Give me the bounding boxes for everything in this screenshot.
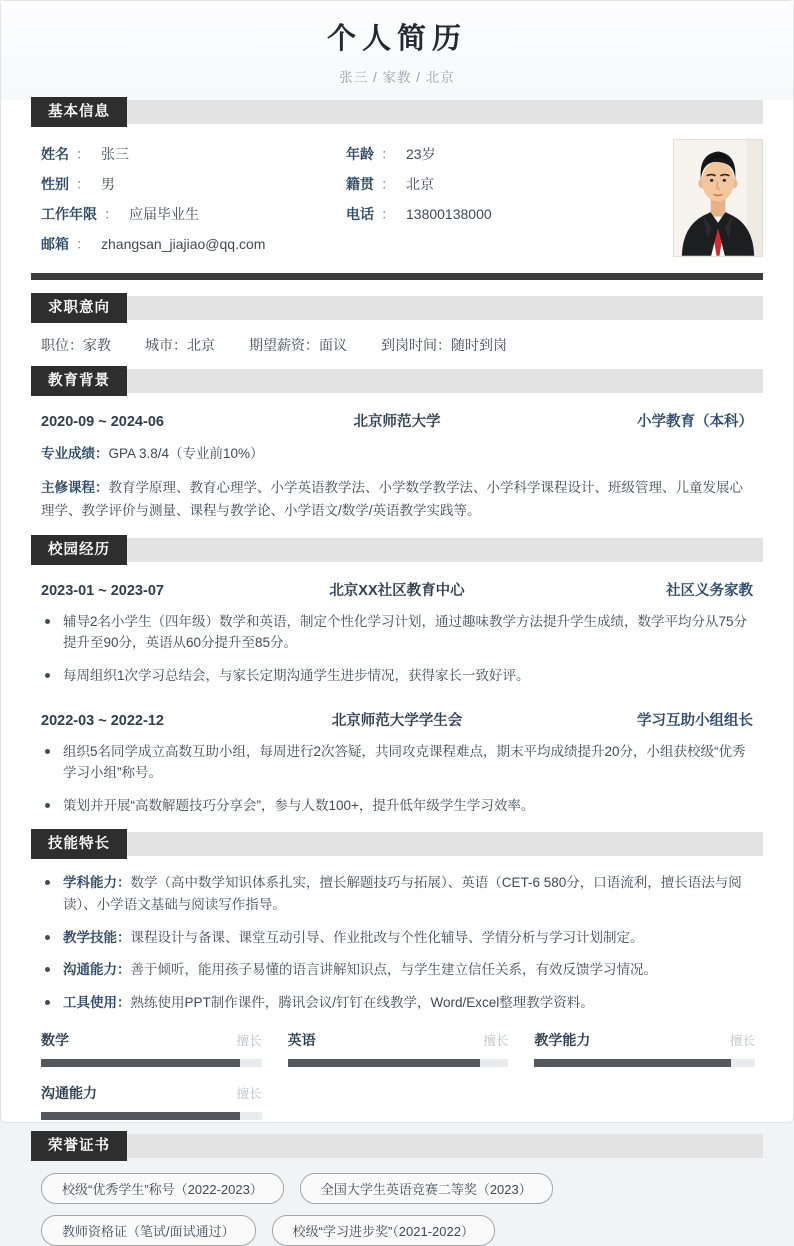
skill-bar-name: 数学 [41,1032,69,1049]
skill-label: 工具使用： [63,994,131,1010]
skills-block [31,872,763,1013]
field-hometown [346,169,655,199]
courses-label: 主修课程： [41,480,109,496]
experience-period: 2023-01 ~ 2023-07 [41,582,164,599]
skill-bar-head [288,1030,509,1050]
section-education [31,369,763,393]
skill-bar-track [41,1112,262,1120]
bullet-text: 每周组织1次学习总结会，与家长定期沟通学生进步情况，获得家长一致好评。 [63,667,530,683]
resume-header [1,1,793,100]
skill-bars-grid [31,1030,763,1120]
field-value: 张三 [101,146,129,162]
bullet-text: 策划并开展“高数解题技巧分享会”，参与人数100+，提升低年级学生学习效率。 [63,797,535,813]
education-period: 2020-09 ~ 2024-06 [41,414,164,430]
honor-badge: 全国大学生英语竞赛二等奖（2023） [300,1173,553,1204]
section-heading-honors: 荣誉证书 [31,1131,127,1161]
field-colon: ： [381,176,395,192]
experience-bullet [41,741,753,784]
field-colon: ： [76,146,90,162]
skill-bar-math [41,1030,262,1067]
bullet-text: 辅导2名小学生（四年级）数学和英语，制定个性化学习计划，通过趣味教学方法提升学生成绩，数学平均分从75分提升至90分，英语从60分提升至85分。 [63,613,748,651]
intent-position [41,335,111,355]
intent-availability [381,335,507,355]
bullet-dot-icon [45,1000,50,1005]
intent-salary [249,335,347,355]
field-age [346,139,655,169]
field-name [41,139,346,169]
field-value: 男 [101,176,115,192]
bullet-text [63,959,657,981]
job-intention-row [31,335,763,355]
skill-label: 学科能力： [63,875,131,891]
experience-bullet [41,611,753,654]
bullet-text [63,872,753,915]
intent-city [145,335,215,355]
experience-organization: 北京XX社区教育中心 [329,582,465,599]
field-label: 籍贯 [346,176,374,192]
experience-entry-2 [31,709,763,817]
intent-colon: ： [173,337,187,353]
skill-bar-fill [41,1112,240,1120]
honor-badge: 校级“优秀学生”称号（2022-2023） [41,1173,284,1204]
skill-bar-head [41,1083,262,1103]
skill-text: 熟练使用PPT制作课件，腾讯会议/钉钉在线教学，Word/Excel整理教学资料。 [130,994,594,1010]
section-basic-info [31,100,763,124]
honor-badge: 教师资格证（笔试/面试通过） [41,1215,256,1246]
field-label: 邮箱 [41,236,69,252]
section-heading-education: 教育背景 [31,366,127,396]
honor-badges [31,1173,763,1246]
skill-bar-level: 擅长 [236,1034,262,1049]
bullet-dot-icon [45,880,50,885]
field-label: 姓名 [41,146,69,162]
intent-value: 北京 [187,337,215,353]
skill-bar-name: 教学能力 [534,1032,591,1049]
skill-bar-fill [41,1059,240,1067]
field-label: 年龄 [346,146,374,162]
intent-label: 期望薪资 [249,337,305,353]
intent-colon: ： [437,337,451,353]
education-school: 北京师范大学 [353,414,441,430]
section-heading-skills: 技能特长 [31,829,127,859]
field-colon: ： [104,206,118,222]
section-skills [31,832,763,856]
skill-bar-head [41,1030,262,1050]
education-header-row [41,410,753,431]
section-honors [31,1134,763,1158]
field-value: 23岁 [406,146,436,162]
experience-bullet [41,665,753,687]
skill-text: 善于倾听，能用孩子易懂的语言讲解知识点，与学生建立信任关系，有效反馈学习情况。 [130,962,657,978]
field-value: 北京 [406,176,434,192]
experience-organization: 北京师范大学学生会 [331,712,463,729]
gpa-value: GPA 3.8/4（专业前10%） [108,446,264,461]
experience-bullet [41,795,753,817]
intent-label: 职位 [41,337,69,353]
skill-bar-track [534,1059,755,1067]
field-value: zhangsan_jiajiao@qq.com [101,236,266,252]
courses-value: 教育学原理、教育心理学、小学英语教学法、小学数学教学法、小学科学课程设计、班级管理、儿童发展心理学、教学评价与测量、课程与教学论、小学语文/数学/英语教学实践等。 [41,480,743,518]
experience-header-row [41,709,753,730]
skill-bar-level: 擅长 [729,1034,755,1049]
intent-value: 随时到岗 [451,337,507,353]
skill-bar-fill [288,1059,480,1067]
intent-label: 城市 [145,337,173,353]
field-colon: ： [76,236,90,252]
intent-value: 家教 [83,337,111,353]
field-phone [346,199,655,229]
intent-colon: ： [69,337,83,353]
field-colon: ： [381,146,395,162]
education-degree: 小学教育（本科） [636,414,753,430]
field-label: 性别 [41,176,69,192]
field-experience [41,199,346,229]
skill-bar-fill [534,1059,730,1067]
intent-value: 面议 [319,337,347,353]
section-heading-campus-experience: 校园经历 [31,535,127,565]
honor-badge: 校级“学习进步奖”（2021-2022） [272,1215,495,1246]
skill-bar-track [41,1059,262,1067]
basic-info-body [31,139,763,259]
profile-photo-illustration [674,140,762,256]
bullet-text [63,992,594,1014]
skill-bullet [41,927,753,949]
skill-bar-english [288,1030,509,1067]
section-heading-job-intention: 求职意向 [31,293,127,323]
page-subtitle: 张三 / 家教 / 北京 [339,70,455,85]
skill-label: 教学技能： [63,929,131,945]
education-gpa-line [41,443,753,465]
skill-bar-name: 沟通能力 [41,1085,97,1102]
bullet-dot-icon [45,619,50,624]
bullet-text [63,927,644,949]
skill-text: 课程设计与备课、课堂互动引导、作业批改与个性化辅导、学情分析与学习计划制定。 [130,929,644,945]
skill-bullet [41,992,753,1014]
bullet-text: 组织5名同学成立高数互助小组，每周进行2次答疑，共同攻克课程难点，期末平均成绩提升20分，小组获校级“优秀学习小组”称号。 [63,743,746,781]
skill-bullet [41,959,753,981]
field-colon: ： [76,176,90,192]
field-gender [41,169,346,199]
skill-bar-communication [41,1083,262,1120]
skill-bar-head [534,1030,755,1050]
field-label: 电话 [346,206,374,222]
field-value: 13800138000 [406,206,492,222]
basic-info-fields [31,139,655,259]
skill-bar-level: 擅长 [483,1034,509,1049]
skill-bar-track [288,1059,509,1067]
education-block [31,410,763,522]
intent-label: 到岗时间 [381,337,437,353]
skill-bar-level: 擅长 [236,1087,262,1102]
section-divider [31,273,763,280]
field-email [41,229,346,259]
intent-colon: ： [305,337,319,353]
education-courses-line [41,477,753,522]
field-value: 应届毕业生 [129,206,199,222]
field-label: 工作年限 [41,206,97,222]
field-colon: ： [381,206,395,222]
skill-text: 数学（高中数学知识体系扎实，擅长解题技巧与拓展）、英语（CET-6 580分，口语流利，擅长语法与阅读）、小学语文基础与阅读写作指导。 [63,875,742,912]
section-job-intention [31,296,763,320]
bullet-dot-icon [45,935,50,940]
section-campus-experience [31,538,763,562]
experience-period: 2022-03 ~ 2022-12 [41,712,164,729]
skill-bar-name: 英语 [287,1032,316,1049]
skill-label: 沟通能力： [63,962,131,978]
profile-photo [673,139,763,257]
experience-entry-1 [31,579,763,687]
bullet-dot-icon [45,673,50,678]
experience-role: 社区义务家教 [665,582,753,599]
bullet-dot-icon [45,749,50,754]
skill-bullet [41,872,753,915]
page-title: 个人简历 [326,23,467,55]
gpa-label: 专业成绩： [41,446,109,461]
section-heading-basic-info: 基本信息 [31,97,127,127]
experience-header-row [41,579,753,600]
experience-role: 学习互助小组组长 [636,712,753,729]
bullet-dot-icon [45,967,50,972]
skill-bar-teaching [534,1030,755,1067]
bullet-dot-icon [45,803,50,808]
